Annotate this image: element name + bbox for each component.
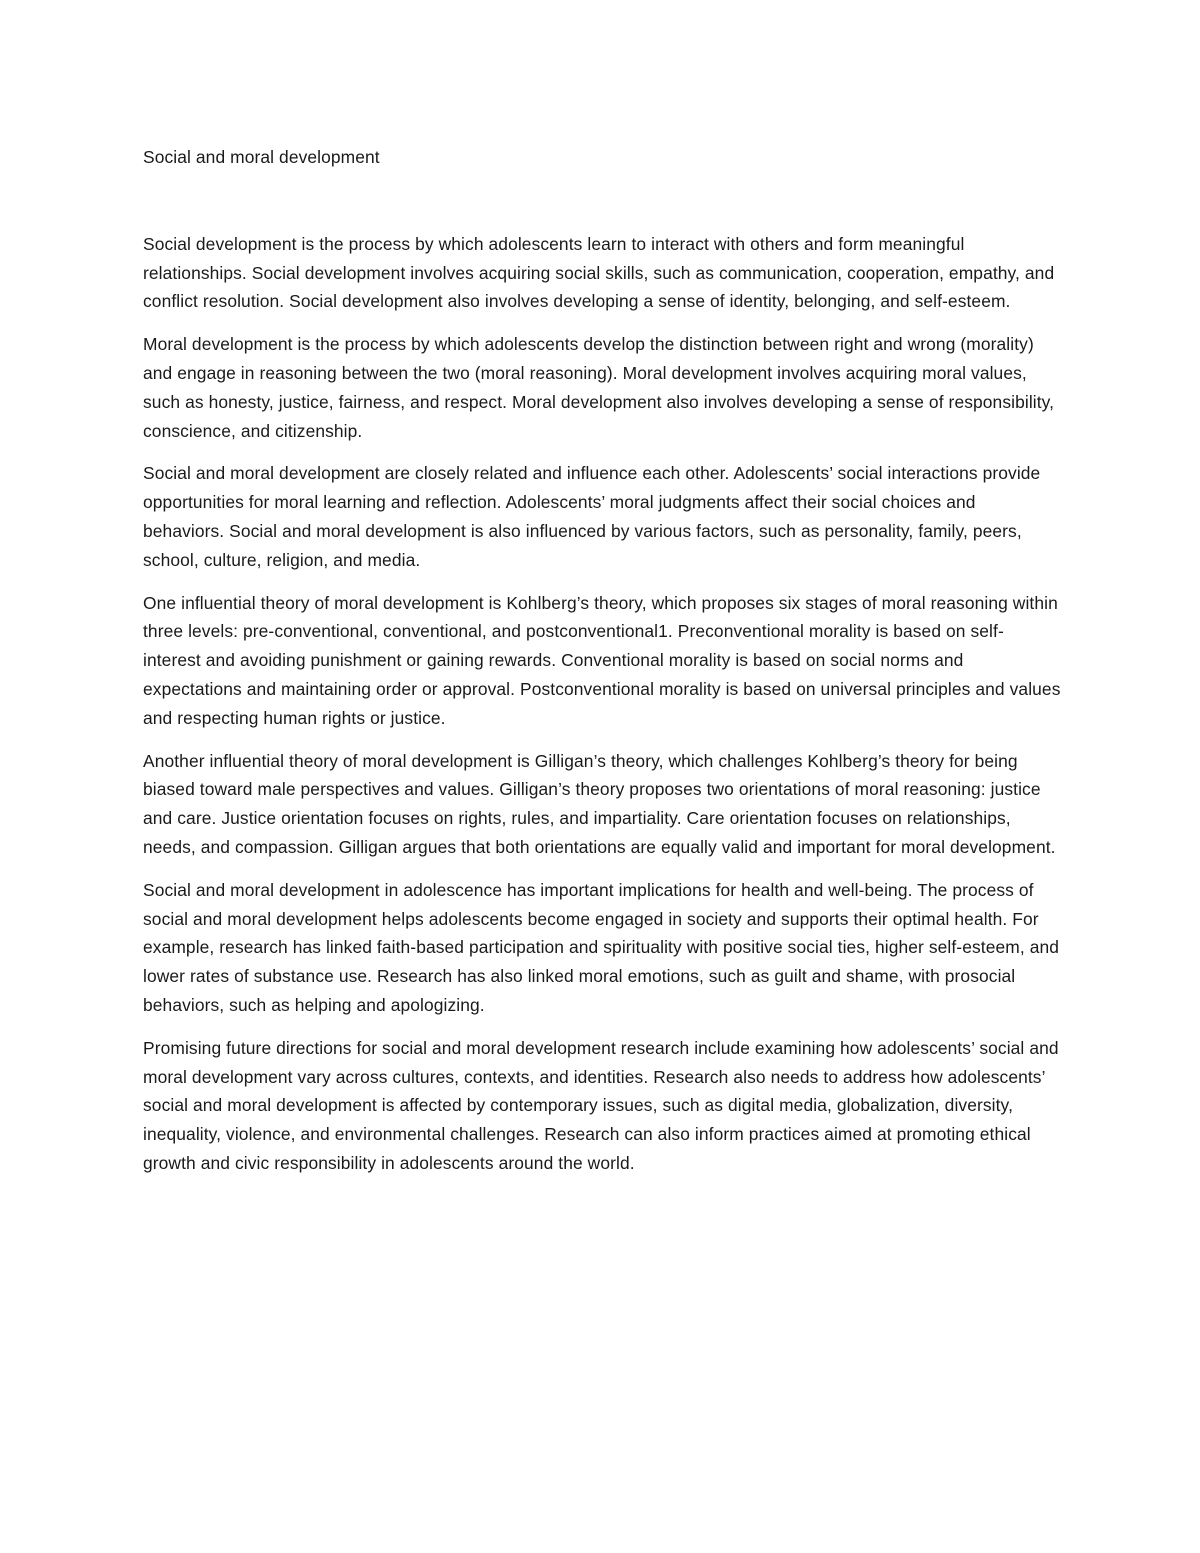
paragraph-health-implications: Social and moral development in adolescence has important implications for health and well-being. The process of social and moral development helps adolescents become engaged in society and supports their optimal health. For example, research has linked faith-based participation and spirituality with positive social ties, higher self-esteem, and lower rates of substance use. Research has also linked moral emotions, such as guilt and shame, with prosocial behaviors, such as helping and apologizing. (143, 879, 1060, 1015)
paragraph-social-development: Social development is the process by which adolescents learn to interact with others and form meaningful relationships. Social development involves acquiring social skills, such as communication, cooperation, empathy, and conflict resolution. Social development also involves developing a sense of identity, belonging, and self-esteem. (143, 233, 1055, 312)
paragraph-moral-development: Moral development is the process by which adolescents develop the distinction between right and wrong (morality) and engage in reasoning between the two (moral reasoning). Moral development involves acquiring moral values, such as honesty, justice, fairness, and respect. Moral development also involves developing a sense of responsibility, conscience, and citizenship. (143, 334, 1055, 441)
paragraph-future-directions: Promising future directions for social and moral development research include examining how adolescents’ social and moral development vary across cultures, contexts, and identities. Research also needs to address how adolescents’ social and moral development is affected by contemporary issues, such as digital media, globalization, diversity, inequality, violence, and environmental challenges. Research can also inform practices aimed at promoting ethical growth and civic responsibility in adolescents around the world. (143, 1037, 1059, 1173)
document-body (143, 143, 1061, 1192)
paragraph-kohlberg-theory: One influential theory of moral development is Kohlberg’s theory, which proposes six stages of moral reasoning within three levels: pre-conventional, conventional, and postconventional1. Preconventional morality is based on self-interest and avoiding punishment or gaining rewards. Conventional morality is based on social norms and expectations and maintaining order or approval. Postconventional morality is based on universal principles and values and respecting human rights or justice. (143, 592, 1061, 728)
paragraph-gilligan-theory: Another influential theory of moral development is Gilligan’s theory, which challenges Kohlberg’s theory for being biased toward male perspectives and values. Gilligan’s theory proposes two orientations of moral reasoning: justice and care. Justice orientation focuses on rights, rules, and impartiality. Care orientation focuses on relationships, needs, and compassion. Gilligan argues that both orientations are equally valid and important for moral development. (143, 750, 1056, 857)
document-title: Social and moral development (143, 147, 380, 167)
paragraph-relationship: Social and moral development are closely related and influence each other. Adolescents’ social interactions provide opportunities for moral learning and reflection. Adolescents’ moral judgments affect their social choices and behaviors. Social and moral development is also influenced by various factors, such as personality, family, peers, school, culture, religion, and media. (143, 463, 1041, 570)
